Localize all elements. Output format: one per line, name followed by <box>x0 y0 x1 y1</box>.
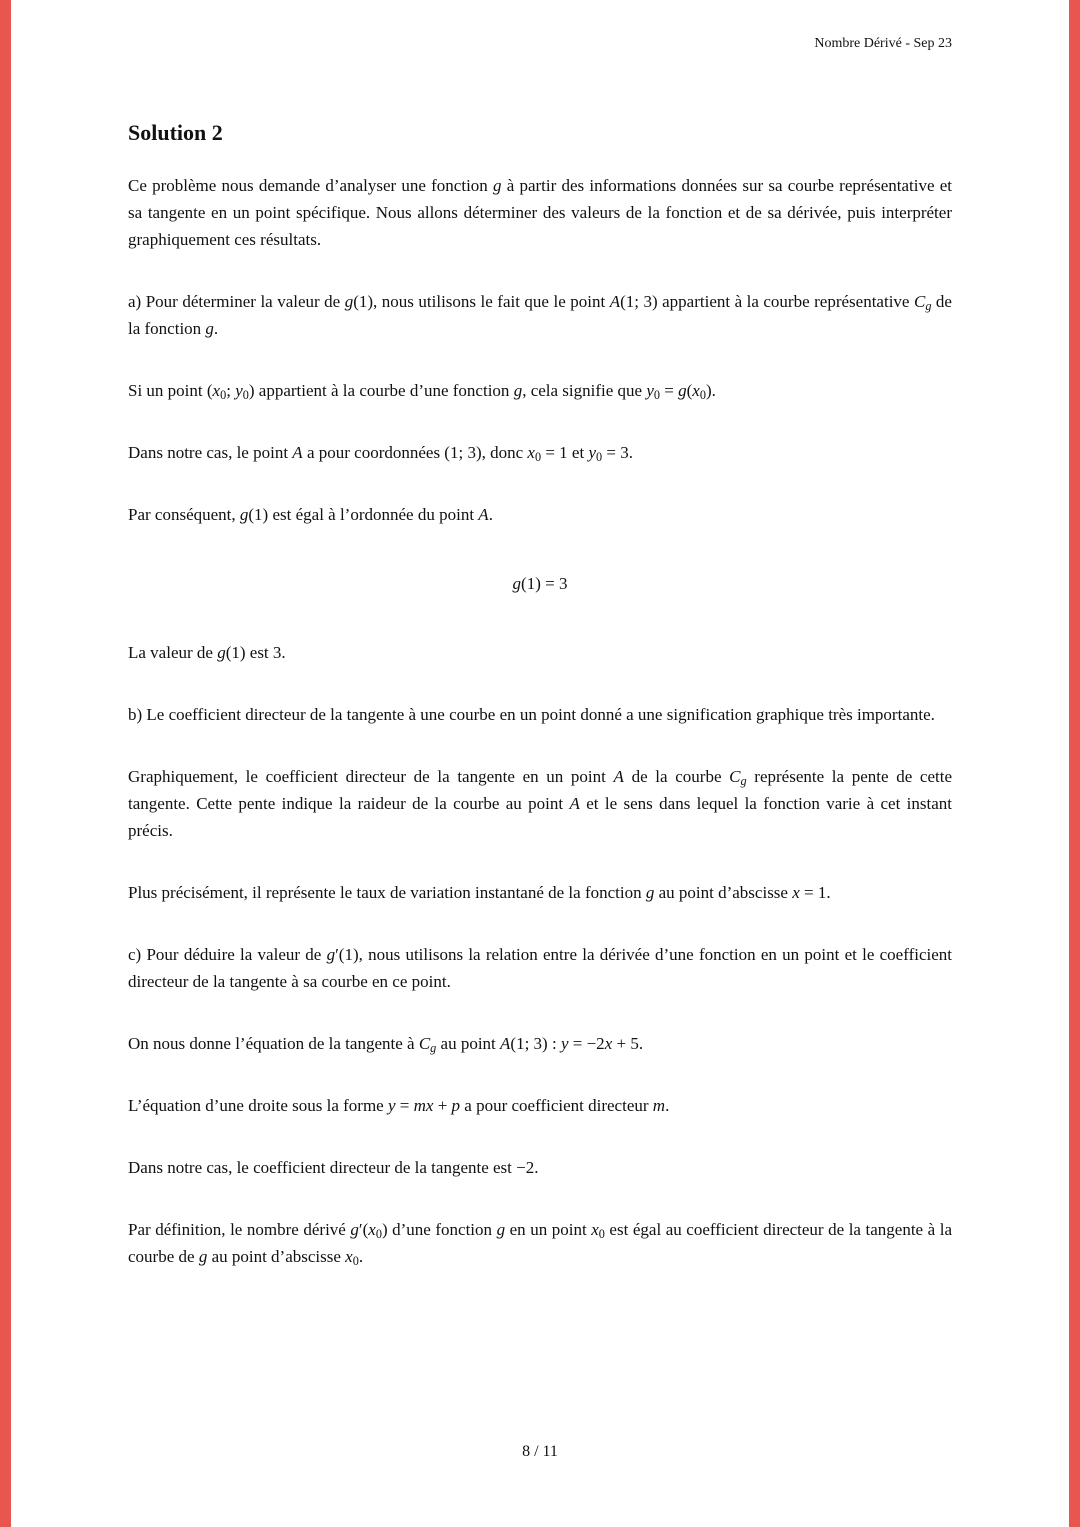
paragraph: L’équation d’une droite sous la forme y = mx + p a pour coefficient directeur m. <box>128 1096 670 1115</box>
document-body <box>128 172 952 1270</box>
page-footer: 8 / 11 <box>522 1443 558 1460</box>
paragraph: Dans notre cas, le coefficient directeur de la tangente est −2. <box>128 1158 539 1177</box>
equation: g(1) = 3 <box>512 574 568 593</box>
paragraph: La valeur de g(1) est 3. <box>128 643 286 662</box>
paragraph: a) Pour déterminer la valeur de g(1), nous utilisons le fait que le point A(1; 3) appartient à la courbe représentative $C_g$ de la fonction g. <box>128 292 952 338</box>
paragraph: Plus précisément, il représente le taux de variation instantané de la fonction g au point d’abscisse x = 1. <box>128 883 831 902</box>
paragraph: Dans notre cas, le point A a pour coordonnées (1; 3), donc $x_0 = 1$ et $y_0 = 3$. <box>128 443 633 465</box>
paragraph: Graphiquement, le coefficient directeur de la tangente en un point A de la courbe $C_g$ représente la pente de cette tangente. Cette pente indique la raideur de la courbe au point A et le sens dans lequel la fonction varie à cet instant précis. <box>128 767 952 840</box>
paragraph: Par conséquent, g(1) est égal à l’ordonnée du point A. <box>128 505 493 524</box>
document-title: Solution 2 <box>128 120 223 145</box>
paragraph: On nous donne l’équation de la tangente à $C_g$ au point A(1; 3) : y = −2x + 5. <box>128 1034 644 1056</box>
paragraph: Si un point ($x_0$; $y_0$) appartient à la courbe d’une fonction g, cela signifie que $y_0 = g(x_0)$. <box>128 381 716 403</box>
paragraph: Ce problème nous demande d’analyser une fonction g à partir des informations données sur sa courbe représentative et sa tangente en un point spécifique. Nous allons déterminer des valeurs de la fonction et de sa dérivée, puis interpréter graphiquement ces résultats. <box>128 176 952 249</box>
paragraph: b) Le coefficient directeur de la tangente à une courbe en un point donné a une signification graphique très importante. <box>128 705 935 724</box>
document-content <box>128 120 952 1305</box>
right-accent-bar <box>1069 0 1080 1527</box>
paragraph: c) Pour déduire la valeur de g′(1), nous utilisons la relation entre la dérivée d’une fonction en un point et le coefficient directeur de la tangente à sa courbe en ce point. <box>128 945 952 991</box>
paragraph: Par définition, le nombre dérivé $g'(x_0)$ d’une fonction g en un point $x_0$ est égal au coefficient directeur de la tangente à la courbe de g au point d’abscisse $x_0$. <box>128 1220 952 1269</box>
page-header: Nombre Dérivé - Sep 23 <box>814 36 952 51</box>
left-accent-bar <box>0 0 11 1527</box>
